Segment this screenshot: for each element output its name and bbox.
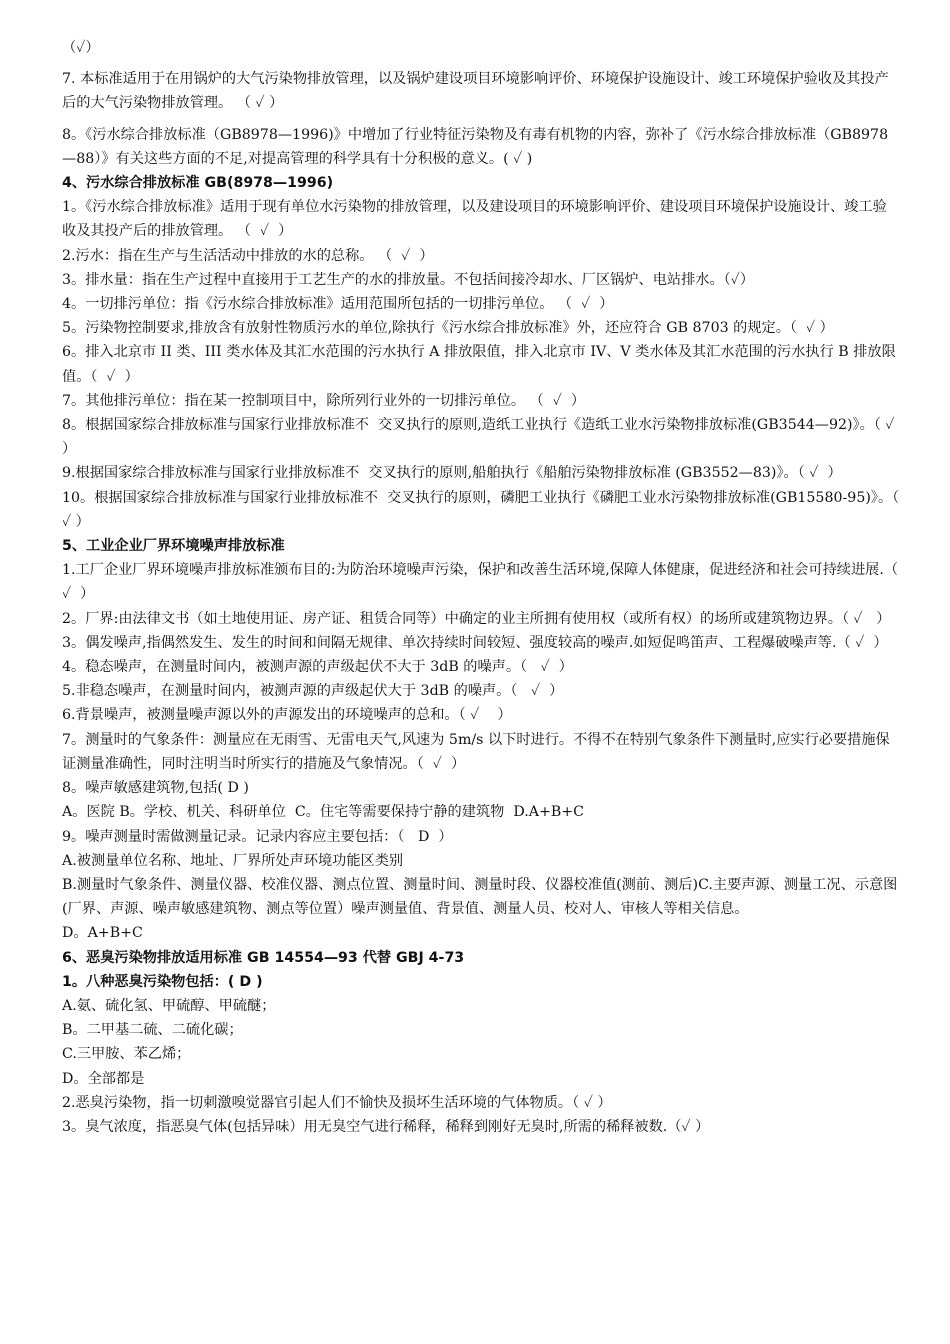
paragraph: D。A+B+C bbox=[62, 925, 143, 942]
paragraph: 2.恶臭污染物，指一切刺激嗅觉器官引起人们不愉快及损坏生活环境的气体物质。（ ✓ ） bbox=[62, 1094, 612, 1111]
paragraph: A.被测量单位名称、地址、厂界所处声环境功能区类别 bbox=[62, 852, 404, 869]
paragraph: A.氨、硫化氢、甲硫醇、甲硫醚； bbox=[62, 997, 276, 1014]
paragraph: （✓） bbox=[62, 40, 100, 56]
paragraph: 1.工厂企业厂界环境噪声排放标准颁布目的:为防治环境噪声污染，保护和改善生活环境,保障人体健康，促进经济和社会可持续进展.（ ✓ ） bbox=[62, 562, 903, 603]
paragraph: B。二甲基二硫、二硫化碳； bbox=[62, 1022, 243, 1039]
document-body bbox=[62, 36, 913, 1139]
paragraph: 3。偶发噪声,指偶然发生、发生的时间和间隔无规律、单次持续时间较短、强度较高的噪声.如短促鸣笛声、工程爆破噪声等.（ ✓ ） bbox=[62, 634, 888, 651]
paragraph: 6。排入北京市 II 类、III 类水体及其汇水范围的污水执行 A 排放限值，排入北京市 IV、V 类水体及其汇水范围的污水执行 B 排放限值。（ ✓ ） bbox=[62, 344, 896, 385]
section-heading: 4、污水综合排放标准 GB(8978—1996) bbox=[62, 175, 334, 192]
paragraph: 8。根据国家综合排放标准与国家行业排放标准不 交叉执行的原则,造纸工业执行《造纸工业水污染物排放标准(GB3544—92)》。（ ✓ ） bbox=[62, 417, 904, 458]
paragraph: 7。其他排污单位：指在某一控制项目中，除所列行业外的一切排污单位。 （ ✓ ） bbox=[62, 392, 586, 409]
paragraph: 6.背景噪声，被测量噪声源以外的声源发出的环境噪声的总和。（ ✓ ） bbox=[62, 707, 512, 724]
paragraph: 8。噪声敏感建筑物,包括( D ) bbox=[62, 780, 249, 797]
paragraph: 9.根据国家综合排放标准与国家行业排放标准不 交叉执行的原则,船舶执行《船舶污染物排放标准 (GB3552—83)》。（ ✓ ） bbox=[62, 465, 842, 482]
paragraph: 4。一切排污单位：指《污水综合排放标准》适用范围所包括的一切排污单位。 （ ✓ ） bbox=[62, 296, 614, 313]
paragraph: 5.非稳态噪声，在测量时间内，被测声源的声级起伏大于 3dB 的噪声。（ ✓ ） bbox=[62, 683, 564, 700]
paragraph: 2。厂界:由法律文书（如土地使用证、房产证、租赁合同等）中确定的业主所拥有使用权（或所有权）的场所或建筑物边界。（ ✓ ） bbox=[62, 610, 891, 627]
paragraph: 9。噪声测量时需做测量记录。记录内容应主要包括：（ D ） bbox=[62, 828, 453, 845]
paragraph: B.测量时气象条件、测量仪器、校准仪器、测点位置、测量时间、测量时段、仪器校准值(测前、测后)C.主要声源、测量工况、示意图(厂界、声源、噪声敏感建筑物、测点等位置）噪声测量值、背景值、测量人员、校对人、审核人等相关信息。 bbox=[62, 876, 898, 918]
section-heading: 6、恶臭污染物排放适用标准 GB 14554—93 代替 GBJ 4-73 bbox=[62, 949, 465, 966]
paragraph: 2.污水：指在生产与生活活动中排放的水的总称。 （ ✓ ） bbox=[62, 247, 434, 264]
paragraph: 10。根据国家综合排放标准与国家行业排放标准不 交叉执行的原则，磷肥工业执行《磷肥工业水污染物排放标准(GB15580-95)》。（ ✓ ） bbox=[62, 489, 913, 530]
paragraph: A。医院 B。学校、机关、科研单位 C。住宅等需要保持宁静的建筑物 D.A+B+C bbox=[62, 804, 585, 821]
paragraph: D。全部都是 bbox=[62, 1070, 145, 1087]
paragraph: 1。《污水综合排放标准》适用于现有单位水污染物的排放管理，以及建设项目的环境影响评价、建设项目环境保护设施设计、竣工验收及其投产后的排放管理。 （ ✓ ） bbox=[62, 199, 887, 240]
paragraph: 4。稳态噪声，在测量时间内，被测声源的声级起伏不大于 3dB 的噪声。（ ✓ ） bbox=[62, 659, 573, 676]
section-heading: 5、工业企业厂界环境噪声排放标准 bbox=[62, 538, 285, 555]
paragraph: 7. 本标准适用于在用锅炉的大气污染物排放管理，以及锅炉建设项目环境影响评价、环境保护设施设计、竣工环境保护验收及其投产后的大气污染物排放管理。 （ ✓ ） bbox=[62, 71, 889, 112]
section-heading: 1。八种恶臭污染物包括：( D ) bbox=[62, 973, 263, 990]
paragraph: 5。污染物控制要求,排放含有放射性物质污水的单位,除执行《污水综合排放标准》外，还应符合 GB 8703 的规定。（ ✓ ） bbox=[62, 320, 834, 337]
paragraph: 8。《污水综合排放标准（GB8978—1996)》中增加了行业特征污染物及有毒有机物的内容，弥补了《污水综合排放标准（GB8978—88）》有关这些方面的不足,对提高管理的科学具有十分积极的意义。( ✓ ) bbox=[62, 126, 889, 167]
paragraph: 3。臭气浓度，指恶臭气体(包括异味）用无臭空气进行稀释，稀释到刚好无臭时,所需的稀释被数.（✓ ） bbox=[62, 1118, 710, 1135]
paragraph: 7。测量时的气象条件：测量应在无雨雪、无雷电天气,风速为 5m/s 以下时进行。不得不在特别气象条件下测量时,应实行必要措施保证测量准确性，同时注明当时所实行的措施及气象情况。（ ✓ ） bbox=[62, 731, 890, 772]
paragraph: C.三甲胺、苯乙烯； bbox=[62, 1046, 191, 1063]
paragraph: 3。排水量：指在生产过程中直接用于工艺生产的水的排放量。不包括间接冷却水、厂区锅炉、电站排水。（✓） bbox=[62, 271, 755, 288]
